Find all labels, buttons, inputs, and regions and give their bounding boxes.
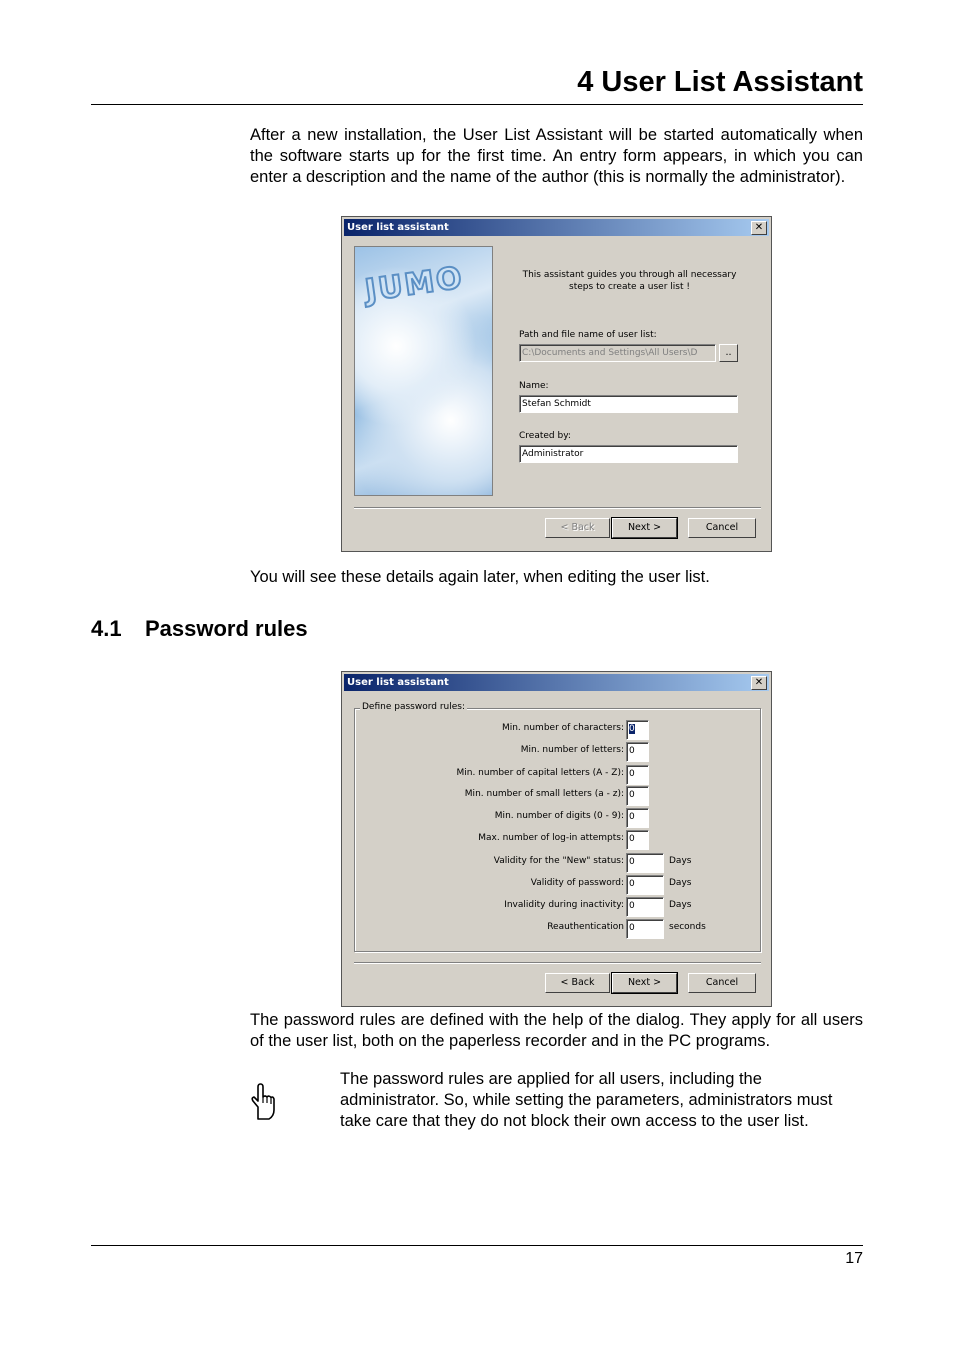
rule-input[interactable]: 0 <box>626 742 649 762</box>
back-button[interactable]: < Back <box>545 518 610 538</box>
rule-label: Validity for the "New" status: <box>493 856 624 866</box>
intro-paragraph: After a new installation, the User List Assistant will be started automatically when the software starts up for the first time. An entry form appears, in which you can enter a description and the name of the author (this is normally the administrator). <box>250 126 863 186</box>
back-button[interactable]: < Back <box>545 973 610 993</box>
rule-unit: Days <box>669 878 692 888</box>
path-label: Path and file name of user list: <box>519 330 657 340</box>
dialog-titlebar <box>344 219 769 236</box>
rule-label: Min. number of letters: <box>520 745 624 755</box>
rules-paragraph: The password rules are defined with the help of the dialog. They apply for all users of the user list, both on the paperless recorder and in the PC programs. <box>250 1011 863 1050</box>
rule-unit: Days <box>669 900 692 910</box>
dialog-title: User list assistant <box>347 222 449 233</box>
path-field[interactable]: C:\Documents and Settings\All Users\D <box>519 344 716 362</box>
page-number: 17 <box>845 1250 863 1267</box>
header-rule <box>91 104 863 105</box>
note-text: The password rules are applied for all users, including the administrator. So, while setting the parameters, administrators must take care that they do not block their own access to the user list. <box>340 1070 833 1130</box>
rule-input[interactable]: 0 <box>626 897 664 917</box>
close-icon[interactable]: ✕ <box>751 221 767 235</box>
rule-unit: Days <box>669 856 692 866</box>
jumo-logo-image <box>354 246 493 496</box>
name-field[interactable]: Stefan Schmidt <box>519 395 738 413</box>
section-heading <box>91 616 308 642</box>
rule-label: Validity of password: <box>530 878 624 888</box>
rule-input[interactable]: 0 <box>626 830 649 850</box>
rule-label: Min. number of capital letters (A - Z): <box>456 768 624 778</box>
cancel-button[interactable]: Cancel <box>688 973 756 993</box>
close-icon[interactable]: ✕ <box>751 676 767 690</box>
rule-label: Max. number of log-in attempts: <box>478 833 624 843</box>
button-separator <box>354 962 761 964</box>
button-separator <box>354 507 761 509</box>
assistant-intro-text: This assistant guides you through all necessary steps to create a user list ! <box>522 270 737 292</box>
group-label: Define password rules: <box>362 702 465 712</box>
next-button[interactable]: Next > <box>612 973 677 993</box>
footer-rule <box>91 1245 863 1246</box>
rule-label: Min. number of small letters (a - z): <box>464 789 624 799</box>
rule-label: Invalidity during inactivity: <box>504 900 624 910</box>
rule-input[interactable]: 0 <box>626 765 649 785</box>
created-by-field[interactable]: Administrator <box>519 445 738 463</box>
pointing-hand-icon <box>248 1083 276 1121</box>
selected-value: 0 <box>629 724 635 734</box>
created-by-label: Created by: <box>519 431 571 441</box>
rule-label: Min. number of digits (0 - 9): <box>494 811 624 821</box>
rule-label: Reauthentication <box>547 922 624 932</box>
name-label: Name: <box>519 381 549 391</box>
dialog-title: User list assistant <box>347 677 449 688</box>
dialog-titlebar <box>344 674 769 691</box>
rule-input[interactable]: 0 <box>626 875 664 895</box>
chapter-title: 4 User List Assistant <box>577 66 863 98</box>
user-list-assistant-dialog <box>341 216 772 552</box>
jumo-logo: JUMO <box>363 260 466 309</box>
section-title: Password rules <box>145 616 308 641</box>
next-button[interactable]: Next > <box>612 518 677 538</box>
browse-button[interactable]: .. <box>719 344 738 362</box>
password-rules-dialog <box>341 671 772 1007</box>
rule-label: Min. number of characters: <box>501 723 624 733</box>
rule-input[interactable]: 0 <box>626 808 649 828</box>
cancel-button[interactable]: Cancel <box>688 518 756 538</box>
rule-input[interactable] <box>626 720 649 740</box>
rule-input[interactable]: 0 <box>626 786 649 806</box>
rule-unit: seconds <box>669 922 706 932</box>
rule-input[interactable]: 0 <box>626 919 664 939</box>
rule-input[interactable]: 0 <box>626 853 664 873</box>
details-paragraph: You will see these details again later, when editing the user list. <box>250 568 710 586</box>
section-number: 4.1 <box>91 616 122 641</box>
